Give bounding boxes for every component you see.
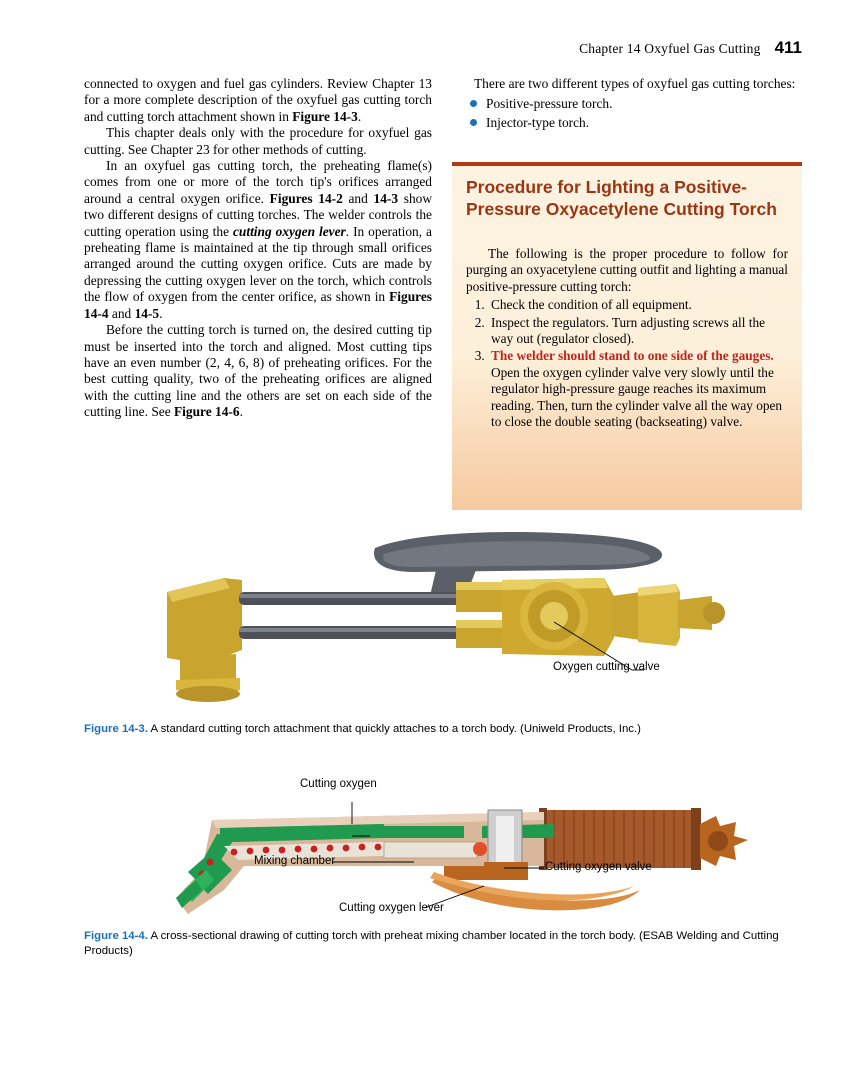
paragraph-4 xyxy=(84,322,432,420)
right-intro-paragraph: There are two different types of oxyfuel gas cutting torches: xyxy=(474,76,796,91)
valve-stem xyxy=(496,816,514,862)
paragraph-4-tail: . xyxy=(239,404,243,420)
figure-14-3-caption-text: A standard cutting torch attachment that quickly attaches to a torch body. (Uniweld Products, Inc.) xyxy=(147,723,641,735)
paragraph-3-mid-d: and xyxy=(108,305,135,321)
handle-rear-port xyxy=(708,831,728,851)
procedure-title: Procedure for Lighting a Positive-Pressure Oxyacetylene Cutting Torch xyxy=(466,177,777,219)
callout-cutting-oxygen-valve: Cutting oxygen valve xyxy=(545,861,652,873)
paragraph-3 xyxy=(84,158,432,322)
cutting-torch-attachment-illustration xyxy=(84,530,802,716)
paragraph-2: This chapter deals only with the procedure for oxyfuel gas cutting. See Chapter 23 for other methods of cutting. xyxy=(84,125,432,157)
figure-ref-14-2: Figures 14-2 xyxy=(269,190,343,206)
paragraph-4-text: Before the cutting torch is turned on, the desired cutting tip must be inserted into the torch and aligned. Most cutting tips have an even number (2, 4, 6, 8) of preheating orifices. For the best cutting quality, two of the preheating orifices are aligned with the cutting line and the others are set on each side of the cutting line. See xyxy=(84,322,432,420)
torch-elbow-base xyxy=(176,686,240,702)
list-item-label: Injector-type torch. xyxy=(486,115,590,131)
procedure-step-3-warning: The welder should stand to one side of the gauges. xyxy=(491,348,774,364)
page-header xyxy=(84,38,802,58)
bullet-dot-icon xyxy=(470,100,477,107)
torch-tube-lower-highlight xyxy=(239,628,469,632)
figure-14-4-number: Figure 14-4. xyxy=(84,930,148,942)
procedure-intro: The following is the proper procedure to follow for purging an oxyacetylene cutting outfit and lighting a manual positive-pressure cutting torch: xyxy=(466,246,788,294)
callout-mixing-chamber: Mixing chamber xyxy=(254,855,336,867)
procedure-step-3 xyxy=(488,348,788,430)
torch-tube-upper xyxy=(239,592,469,605)
callout-cutting-oxygen-lever: Cutting oxygen lever xyxy=(339,902,444,914)
paragraph-3-mid-c: . In operation, a preheating flame is maintained at the tip through small orifices arranged around the cutting oxygen orifice. Cuts are made by depressing the cutting oxygen lever on the torch, which controls the flow of oxygen from the center orifice, as shown in xyxy=(84,223,432,305)
figure-ref-14-3b: 14-3 xyxy=(373,190,399,206)
bullet-dot-icon xyxy=(470,119,477,126)
torch-mid-block-upper-top xyxy=(456,582,506,590)
right-column xyxy=(452,76,802,133)
torch-front-collar xyxy=(612,592,640,640)
torch-types-list xyxy=(452,95,802,131)
procedure-box xyxy=(452,162,802,510)
procedure-step-2: 2. Inspect the regulators. Turn adjusting screws all the way out (regulator closed). xyxy=(488,315,788,348)
paragraph-1-text: connected to oxygen and fuel gas cylinders. Review Chapter 13 for a more complete description of the oxyfuel gas cutting torch and cutting torch attachment shown in xyxy=(84,76,432,124)
paragraph-3-tail: . xyxy=(159,305,163,321)
list-item xyxy=(486,114,802,131)
figure-14-3-image xyxy=(84,530,802,716)
mixing-chamber-shape xyxy=(384,842,484,858)
paragraph-1-tail: . xyxy=(357,108,362,124)
procedure-box-top-rule xyxy=(452,162,802,166)
torch-mid-block-lower-top xyxy=(456,620,508,628)
procedure-step-3-text: Open the oxygen cylinder valve very slowly until the regulator high-pressure gauge reaches its maximum reading. Then, turn the cylinder valve all the way open to close the double seating (backseating) valve. xyxy=(491,364,783,430)
figure-ref-14-3: Figure 14-3 xyxy=(292,108,358,124)
page-number: 411 xyxy=(774,38,802,57)
mixing-chamber-nozzle xyxy=(473,842,487,856)
torch-handle-barrel xyxy=(544,810,694,868)
paragraph-3-text: In an oxyfuel gas cutting torch, the preheating flame(s) comes from one or more of the torch tip's orifices arranged around a central oxygen orifice. xyxy=(84,158,432,206)
paragraph-3-mid-b: show two different designs of cutting torches. The welder controls the cutting operation using the xyxy=(84,190,432,239)
header-chapter-title: Chapter 14 Oxyfuel Gas Cutting xyxy=(579,41,761,56)
list-item xyxy=(486,95,802,112)
figure-14-4-caption xyxy=(84,929,802,958)
figure-ref-14-5: 14-5 xyxy=(134,305,160,321)
left-column xyxy=(84,76,432,421)
procedure-body xyxy=(466,246,788,431)
procedure-steps xyxy=(466,297,788,430)
paragraph-1 xyxy=(84,76,432,125)
figure-14-3-number: Figure 14-3. xyxy=(84,723,148,735)
paragraph-3-mid-a: and xyxy=(342,190,374,206)
term-cutting-oxygen-lever: cutting oxygen lever xyxy=(232,223,346,239)
list-item-label: Positive-pressure torch. xyxy=(486,96,613,112)
figure-ref-14-4: Figures 14-4 xyxy=(84,289,432,321)
torch-tube-upper-highlight xyxy=(239,594,469,598)
oxygen-channel-mid xyxy=(384,826,464,838)
handle-rear-ring xyxy=(691,808,701,870)
figure-14-4-caption-text: A cross-sectional drawing of cutting torch with preheat mixing chamber located in the torch body. (ESAB Welding and Cutting Products) xyxy=(84,930,779,957)
figure-14-4-image xyxy=(84,778,802,926)
torch-valve-center xyxy=(540,602,568,630)
torch-tip-end xyxy=(703,602,725,624)
callout-oxygen-cutting-valve: Oxygen cutting valve xyxy=(553,661,660,673)
figure-14-3-caption xyxy=(84,722,802,737)
torch-tube-lower xyxy=(239,626,469,639)
figure-ref-14-6: Figure 14-6 xyxy=(174,404,240,420)
procedure-step-1: 1. Check the condition of all equipment. xyxy=(488,297,788,313)
callout-cutting-oxygen: Cutting oxygen xyxy=(300,778,377,790)
